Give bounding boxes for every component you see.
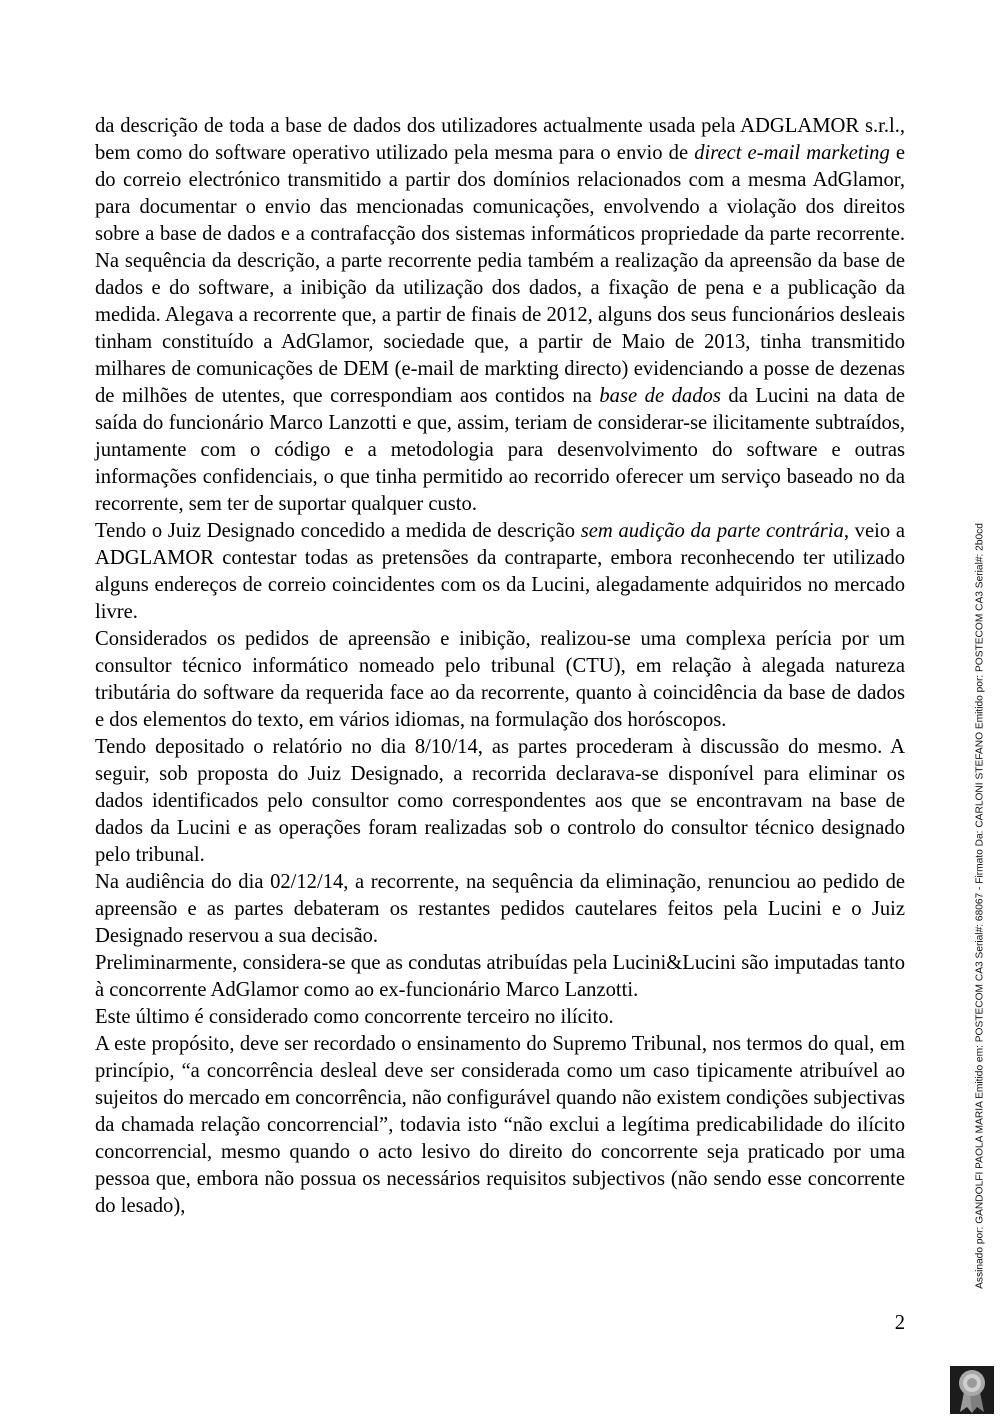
paragraph xyxy=(95,950,905,1004)
italic-term: base de dados xyxy=(599,385,721,407)
paragraph-text: da descrição de toda a base de dados dos utilizadores actualmente usada pela ADGLAMOR s.r.l., bem como do software operativo utilizado pela mesma para o envio de xyxy=(95,115,905,164)
paragraph-text: Considerados os pedidos de apreensão e inibição, realizou-se uma complexa perícia por um consultor técnico informático nomeado pelo tribunal (CTU), em relação à alegada natureza tributária do software da requerida face ao da recorrente, quanto à coincidência da base de dados e dos elementos do texto, em vários idiomas, na formulação dos horóscopos. xyxy=(95,628,905,731)
paragraph-text: , veio a ADGLAMOR contestar todas as pretensões da contraparte, embora reconhecendo ter utilizado alguns endereços de correio coincidentes com os da Lucini, alegadamente adquiridos no mercado livre. xyxy=(95,520,905,623)
italic-term: direct e-mail marketing xyxy=(694,142,890,164)
paragraph-text: Na audiência do dia 02/12/14, a recorrente, na sequência da eliminação, renunciou ao pedido de apreensão e as partes debateram os restantes pedidos cautelares feitos pela Lucini e o Juiz Designado reservou a sua decisão. xyxy=(95,871,905,947)
paragraph xyxy=(95,869,905,950)
italic-term: sem audição da parte contrária xyxy=(580,520,844,542)
paragraph-text: e do correio electrónico transmitido a partir dos domínios relacionados com a mesma AdGlamor, para documentar o envio das mencionadas comunicações, envolvendo a violação dos direitos sobre a base de dados e a contrafacção dos sistemas informáticos propriedade da parte recorrente. Na sequência da descrição, a parte recorrente pedia também a realização da apreensão da base de dados e do software, a inibição da utilização dos dados, a fixação de pena e a publicação da medida. Alegava a recorrente que, a partir de finais de 2012, alguns dos seus funcionários desleais tinham constituído a AdGlamor, sociedade que, a partir de Maio de 2013, tinha transmitido milhares de comunicações de DEM (e-mail de markting directo) evidenciando a posse de dezenas de milhões de utentes, que correspondiam aos contidos na xyxy=(95,142,905,407)
paragraph xyxy=(95,734,905,869)
paragraph xyxy=(95,1004,905,1031)
paragraph-text: Tendo depositado o relatório no dia 8/10/14, as partes procederam à discussão do mesmo. A seguir, sob proposta do Juiz Designado, a recorrida declarava-se disponível para eliminar os dados identificados pelo consultor como correspondentes aos que se encontravam na base de dados da Lucini e as operações foram realizadas sob o controlo do consultor técnico designado pelo tribunal. xyxy=(95,736,905,866)
paragraph-text: Este último é considerado como concorrente terceiro no ilícito. xyxy=(95,1006,614,1028)
paragraph-text: Preliminarmente, considera-se que as condutas atribuídas pela Lucini&Lucini são imputadas tanto à concorrente AdGlamor como ao ex-funcionário Marco Lanzotti. xyxy=(95,952,905,1001)
paragraph xyxy=(95,518,905,626)
page-number: 2 xyxy=(894,1312,905,1334)
paragraph-text: da Lucini na data de saída do funcionário Marco Lanzotti e que, assim, teriam de considerar-se ilicitamente subtraídos, juntamente com o código e a metodologia para desenvolvimento do software e outras informações confidenciais, o que tinha permitido ao recorrido oferecer um serviço baseado no da recorrente, sem ter de suportar qualquer custo. xyxy=(95,385,905,515)
paragraph xyxy=(95,1031,905,1220)
document-body xyxy=(95,113,905,1220)
rosette-seal-icon xyxy=(950,1366,994,1414)
paragraph xyxy=(95,113,905,518)
paragraph-text: Tendo o Juiz Designado concedido a medida de descrição xyxy=(95,520,581,542)
paragraph-text: A este propósito, deve ser recordado o ensinamento do Supremo Tribunal, nos termos do qual, em princípio, “a concorrência desleal deve ser considerada como um caso tipicamente atribuível ao sujeitos do mercado em concorrência, não configurável quando não existem condições subjectivas da chamada relação concorrencial”, todavia isto “não exclui a legítima predicabilidade do ilícito concorrencial, mesmo quando o acto lesivo do direito do concorrente seja praticado por uma pessoa que, embora não possua os necessários requisitos subjectivos (não sendo esse concorrente do lesado), xyxy=(95,1033,905,1217)
signature-stamp: Assinado por: GANDOLFI PAOLA MARIA Emitido em: POSTECOM CA3 Serial#: 68067 - Firmato Da: CARLONI STEFANO Emitido por: POSTECOM CA3 Serial#: 2b0cd xyxy=(974,523,986,1289)
paragraph xyxy=(95,626,905,734)
